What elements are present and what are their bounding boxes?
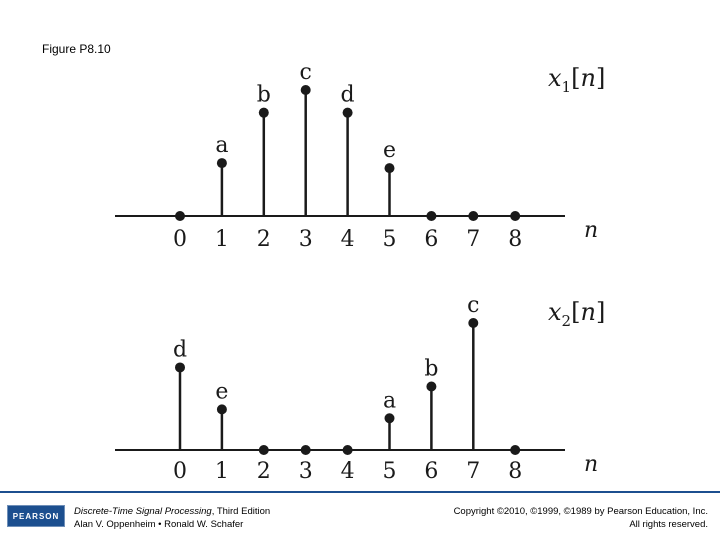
- point-label-2-6: b: [424, 356, 439, 382]
- stem-point-2-5: [385, 413, 395, 423]
- tick-label-2-3: 3: [298, 459, 313, 484]
- point-label-1-4: d: [340, 82, 355, 108]
- tick-label-2-8: 8: [508, 459, 523, 484]
- book-edition: , Third Edition: [211, 506, 271, 517]
- tick-label-1-5: 5: [382, 227, 397, 252]
- footer-copyright: [454, 505, 708, 531]
- copyright-text: Copyright ©2010, ©1999, ©1989 by Pearson Education, Inc.: [453, 506, 708, 517]
- stem-point-1-3: [301, 85, 311, 95]
- point-label-1-1: a: [215, 133, 229, 159]
- rights-text: All rights reserved.: [629, 519, 708, 530]
- tick-label-2-6: 6: [424, 459, 439, 484]
- stem-point-1-0: [175, 211, 185, 221]
- point-label-1-3: c: [299, 60, 312, 85]
- point-label-2-7: c: [467, 293, 480, 318]
- tick-label-1-4: 4: [340, 227, 355, 252]
- tick-label-1-1: 1: [214, 227, 229, 252]
- stem-point-2-8: [510, 445, 520, 455]
- stem-point-2-1: [217, 404, 227, 414]
- stem-point-1-6: [426, 211, 436, 221]
- point-label-2-0: d: [172, 337, 188, 363]
- signal-title-1: $x_1[n]$: [548, 64, 606, 96]
- signal-title-2: $x_2[n]$: [548, 298, 606, 330]
- book-title: Discrete-Time Signal Processing: [74, 506, 212, 517]
- stem-point-2-4: [343, 445, 353, 455]
- stem-point-1-1: [217, 158, 227, 168]
- stem-point-1-4: [343, 108, 353, 118]
- n-axis-label-1: n: [584, 218, 599, 243]
- stem-point-1-7: [468, 211, 478, 221]
- tick-label-1-2: 2: [256, 227, 271, 252]
- stem-point-1-2: [259, 108, 269, 118]
- tick-label-2-4: 4: [340, 459, 355, 484]
- tick-label-2-5: 5: [382, 459, 397, 484]
- point-label-2-1: e: [215, 379, 229, 405]
- tick-label-2-2: 2: [256, 459, 271, 484]
- tick-label-1-6: 6: [424, 227, 439, 252]
- tick-label-2-7: 7: [466, 459, 481, 484]
- tick-label-2-0: 0: [173, 459, 187, 484]
- stem-point-2-2: [259, 445, 269, 455]
- pearson-logo: PEARSON: [7, 505, 65, 527]
- point-label-1-5: e: [382, 138, 397, 164]
- book-authors: Alan V. Oppenheim • Ronald W. Schafer: [74, 519, 244, 530]
- stem-point-1-8: [510, 211, 520, 221]
- tick-label-1-7: 7: [466, 227, 481, 252]
- stem-point-2-6: [426, 382, 436, 392]
- point-label-1-2: b: [256, 82, 271, 108]
- tick-label-2-1: 1: [214, 459, 229, 484]
- point-label-2-5: a: [382, 388, 397, 414]
- stem-point-1-5: [385, 163, 395, 173]
- stem-point-2-7: [468, 318, 478, 328]
- tick-label-1-0: 0: [173, 227, 187, 252]
- tick-label-1-3: 3: [298, 227, 313, 252]
- stem-point-2-0: [175, 362, 185, 372]
- figure-label: Figure P8.10: [42, 42, 111, 56]
- stem-point-2-3: [301, 445, 311, 455]
- n-axis-label-2: n: [584, 452, 599, 477]
- footer-book-info: [74, 505, 270, 531]
- footer-divider: [0, 491, 720, 493]
- tick-label-1-8: 8: [508, 227, 523, 252]
